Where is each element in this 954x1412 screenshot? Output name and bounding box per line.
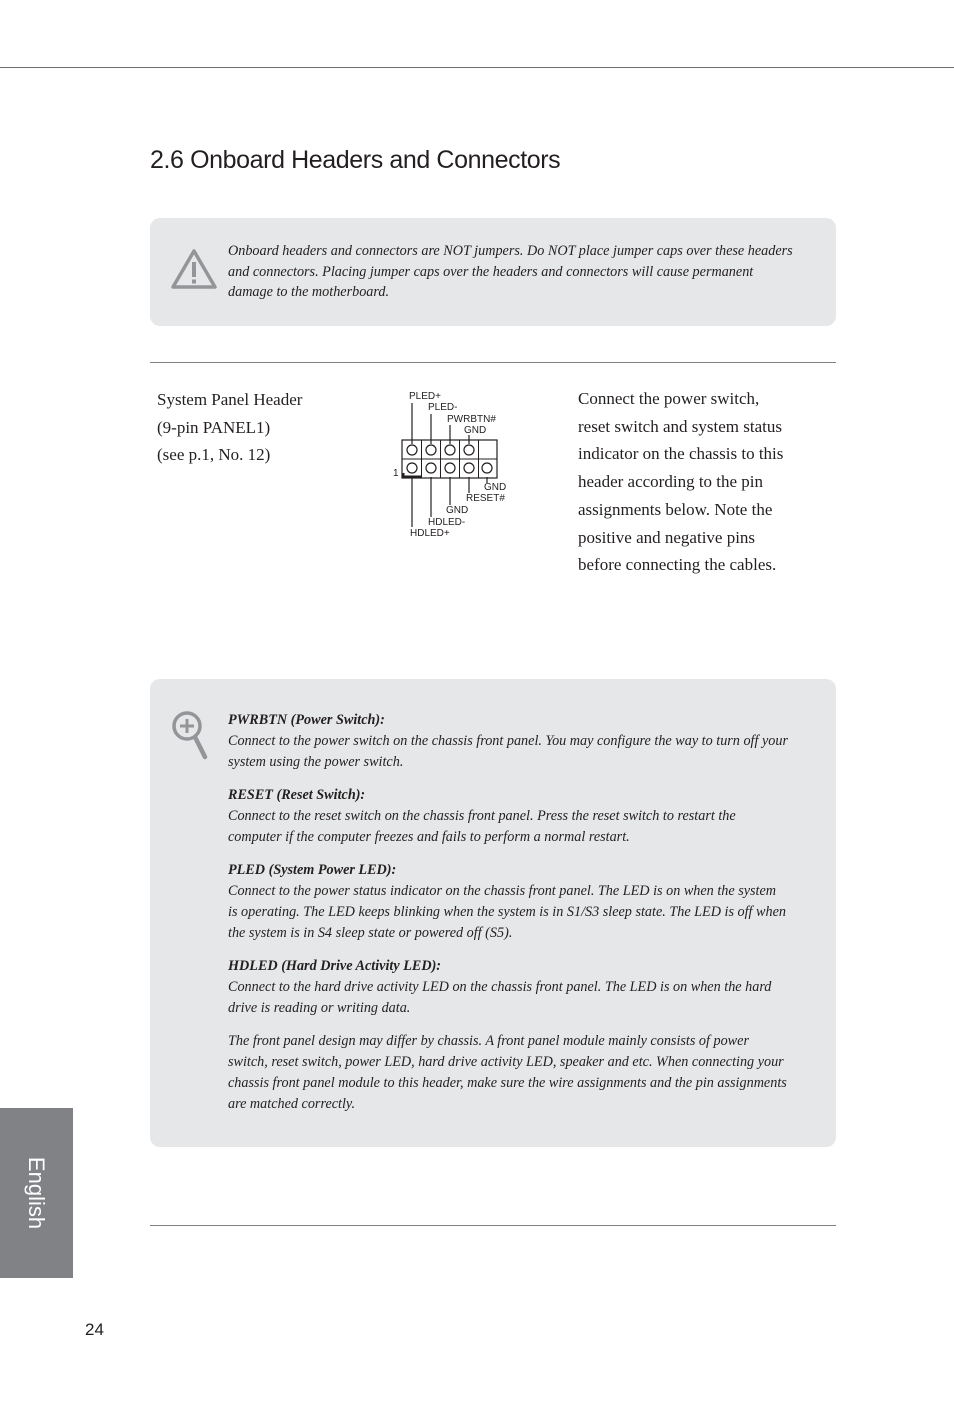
warning-triangle-icon: [170, 248, 218, 290]
header-name-line: System Panel Header: [157, 390, 303, 409]
top-rule: [0, 67, 954, 68]
note-body: Connect to the power status indicator on the chassis front panel. The LED is on when the system is operating. The LED keeps blinking when the system is in S1/S3 sleep state. The LED is off when the system is in S4 sleep state or powered off (S5).: [228, 883, 786, 941]
notes-list: [228, 710, 788, 1115]
header-name-line: (9-pin PANEL1): [157, 417, 271, 437]
language-label: English: [24, 1156, 49, 1230]
info-box: [150, 679, 836, 1147]
note-title: HDLED (Hard Drive Activity LED):: [228, 958, 442, 974]
note-title: PLED (System Power LED):: [228, 862, 397, 878]
magnifier-plus-icon: [170, 709, 210, 761]
page-number: 24: [85, 1320, 104, 1339]
note-title: PWRBTN (Power Switch):: [228, 712, 385, 728]
pin-one-marker: 1: [393, 468, 399, 479]
pin-label-gnd-right: GND: [484, 482, 507, 493]
pin-label-reset: RESET#: [466, 493, 505, 504]
note-item: [228, 956, 788, 1019]
pin-label-gnd-bottom: GND: [446, 505, 469, 516]
header-name-line: (see p.1, No. 12): [157, 445, 271, 464]
note-title: RESET (Reset Switch):: [228, 787, 366, 803]
note-item: [228, 860, 788, 944]
warning-box: [150, 218, 836, 326]
pin-label-gnd-top: GND: [464, 425, 487, 436]
note-item: [228, 710, 788, 773]
section-title: 2.6 Onboard Headers and Connectors: [150, 146, 561, 174]
bottom-divider: [150, 1225, 836, 1226]
panel-pin-diagram: [385, 385, 530, 545]
closing-note: The front panel design may differ by chassis. A front panel module mainly consists of power switch, reset switch, power LED, hard drive activity LED, speaker and etc. When connecting your chassis front panel module to this header, make sure the wire assignments and the pin assignments are matched correctly.: [228, 1033, 787, 1112]
language-tab: [0, 1108, 73, 1278]
pin-label-hdled-minus: HDLED-: [428, 517, 466, 528]
note-body: Connect to the reset switch on the chassis front panel. Press the reset switch to restart the computer if the computer freezes and fails to perform a normal restart.: [228, 808, 736, 845]
section-divider: [150, 362, 836, 363]
pin-label-pwrbtn: PWRBTN#: [447, 414, 496, 425]
pin-label-pled-plus: PLED+: [409, 391, 441, 402]
header-name: [157, 386, 302, 469]
note-item: [228, 785, 788, 848]
note-body: Connect to the power switch on the chassis front panel. You may configure the way to turn off your system using the power switch.: [228, 733, 788, 770]
note-body: Connect to the hard drive activity LED on the chassis front panel. The LED is on when the hard drive is reading or writing data.: [228, 979, 772, 1016]
header-description: Connect the power switch, reset switch and system status indicator on the chassis to this header according to the pin assignments below. Note the positive and negative pins before connecting the cables.: [578, 389, 784, 575]
warning-text: Onboard headers and connectors are NOT jumpers. Do NOT place jumper caps over these headers and connectors. Placing jumper caps over the headers and connectors will cause permanent damage to the motherboard.: [228, 243, 793, 301]
pin-label-hdled-plus: HDLED+: [410, 528, 450, 539]
pin-label-pled-minus: PLED-: [428, 402, 458, 413]
